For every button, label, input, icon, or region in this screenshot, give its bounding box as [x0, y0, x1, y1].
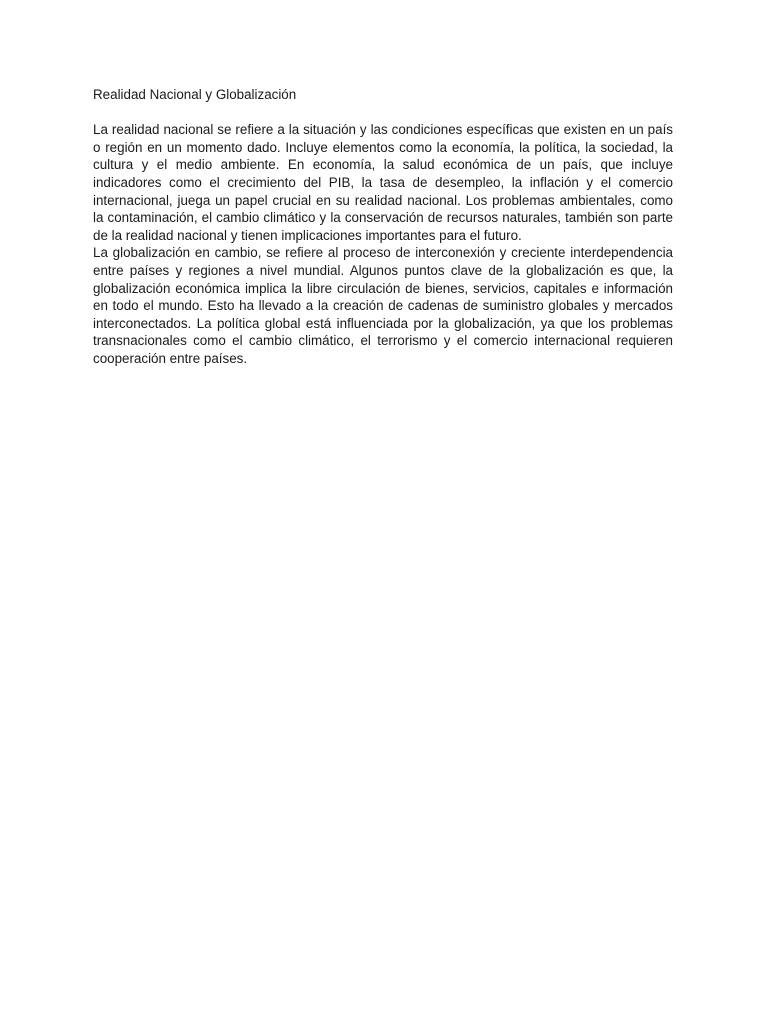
document-title: Realidad Nacional y Globalización: [93, 87, 297, 102]
paragraph-globalizacion: La globalización en cambio, se refiere al proceso de interconexión y creciente interdependencia entre países y regiones a nivel mundial. Algunos puntos clave de la globalización es que, la globalización económica implica la libre circulación de bienes, servicios, capitales e información en todo el mundo. Esto ha llevado a la creación de cadenas de suministro globales y mercados interconectados. La política global está influenciada por la globalización, ya que los problemas transnacionales como el cambio climático, el terrorismo y el comercio internacional requieren cooperación entre países.: [93, 245, 673, 366]
document-body: [93, 86, 673, 368]
paragraph-realidad-nacional: La realidad nacional se refiere a la situación y las condiciones específicas que existen en un país o región en un momento dado. Incluye elementos como la economía, la política, la sociedad, la cultura y el medio ambiente. En economía, la salud económica de un país, que incluye indicadores como el crecimiento del PIB, la tasa de desempleo, la inflación y el comercio internacional, juega un papel crucial en su realidad nacional. Los problemas ambientales, como la contaminación, el cambio climático y la conservación de recursos naturales, también son parte de la realidad nacional y tienen implicaciones importantes para el futuro.: [93, 122, 673, 243]
